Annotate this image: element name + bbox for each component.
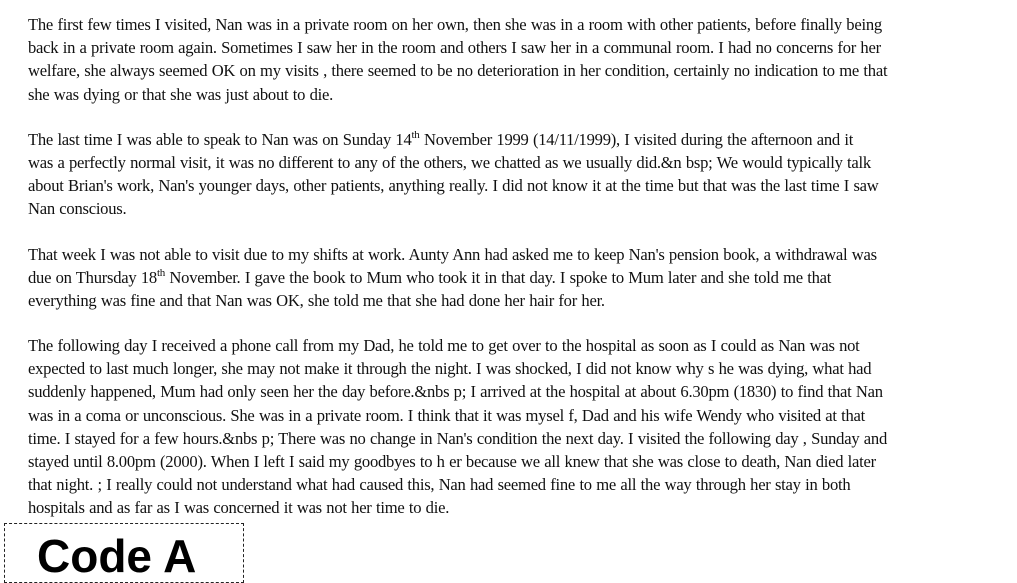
text-line xyxy=(28,334,996,357)
text-segment: stayed until 8.00pm (2000). When I left I said my goodbyes to h er because we all knew that she was close to death, Nan died later xyxy=(28,452,876,471)
stamp-label: Code A xyxy=(37,530,197,582)
text-segment: November 1999 (14/11/1999), I visited during the afternoon and it xyxy=(419,129,854,149)
text-segment: was in a coma or unconscious. She was in a private room. I think that it was mysel f, Dad and his wife Wendy who visited at that xyxy=(28,405,866,425)
text-line xyxy=(28,151,996,174)
text-line xyxy=(28,243,996,266)
paragraph xyxy=(28,13,996,106)
text-line xyxy=(28,427,996,450)
text-segment: hospitals and as far as I was concerned it was not her time to die. xyxy=(28,498,450,518)
text-segment: about Brian's work, Nan's younger days, other patients, anything really. I did not know it at the time but that was the last time I saw xyxy=(28,176,879,196)
text-segment: November. I gave the book to Mum who took it in that day. I spoke to Mum later and she told me that xyxy=(165,267,832,287)
text-segment: due on Thursday 18 xyxy=(28,267,157,287)
text-segment: welfare, she always seemed OK on my visits , there seemed to be no deterioration in her condition, certainly no indication to me that xyxy=(28,61,888,81)
text-line xyxy=(28,404,996,427)
document-body xyxy=(28,13,996,542)
text-line xyxy=(28,450,996,473)
paragraph xyxy=(28,243,996,313)
text-line xyxy=(28,13,996,36)
text-line xyxy=(28,59,996,82)
text-segment: everything was fine and that Nan was OK, she told me that she had done her hair for her. xyxy=(28,290,605,310)
superscript: th xyxy=(411,128,420,141)
text-segment: she was dying or that she was just about to die. xyxy=(28,84,334,104)
text-segment: time. I stayed for a few hours.&nbs p; There was no change in Nan's condition the next day. I visited the following day , Sunday and xyxy=(28,428,887,448)
text-line xyxy=(28,83,996,106)
superscript: th xyxy=(156,266,166,279)
text-line xyxy=(28,496,996,519)
text-segment: The first few times I visited, Nan was in a private room on her own, then she was in a room with other patients, before finally being xyxy=(28,15,882,34)
text-line xyxy=(28,380,996,403)
text-segment: was a perfectly normal visit, it was no different to any of the others, we chatted as we usually did.&n bsp; We would typically talk xyxy=(28,152,871,172)
redaction-stamp xyxy=(4,523,244,583)
text-line xyxy=(28,289,996,312)
text-segment: suddenly happened, Mum had only seen her the day before.&nbs p; I arrived at the hospital at about 6.30pm (1830) to find that Nan xyxy=(28,382,883,402)
paragraph xyxy=(28,128,996,221)
text-line xyxy=(28,128,996,151)
text-segment: That week I was not able to visit due to my shifts at work. Aunty Ann had asked me to keep Nan's pension book, a withdrawal was xyxy=(28,244,877,264)
text-segment: that night. ; I really could not understand what had caused this, Nan had seemed fine to me all the way through her stay in both xyxy=(28,475,851,495)
paragraph xyxy=(28,334,996,520)
text-line xyxy=(28,357,996,380)
text-line xyxy=(28,174,996,197)
text-line xyxy=(28,473,996,496)
text-segment: Nan conscious. xyxy=(28,199,127,219)
text-segment: back in a private room again. Sometimes I saw her in the room and others I saw her in a communal room. I had no concerns for her xyxy=(28,38,881,58)
text-line xyxy=(28,266,996,289)
text-segment: The last time I was able to speak to Nan was on Sunday 14 xyxy=(28,129,412,149)
text-segment: expected to last much longer, she may not make it through the night. I was shocked, I did not know why s he was dying, what had xyxy=(28,359,872,379)
text-line xyxy=(28,197,996,220)
text-line xyxy=(28,36,996,59)
text-segment: The following day I received a phone call from my Dad, he told me to get over to the hospital as soon as I could as Nan was not xyxy=(28,336,860,356)
